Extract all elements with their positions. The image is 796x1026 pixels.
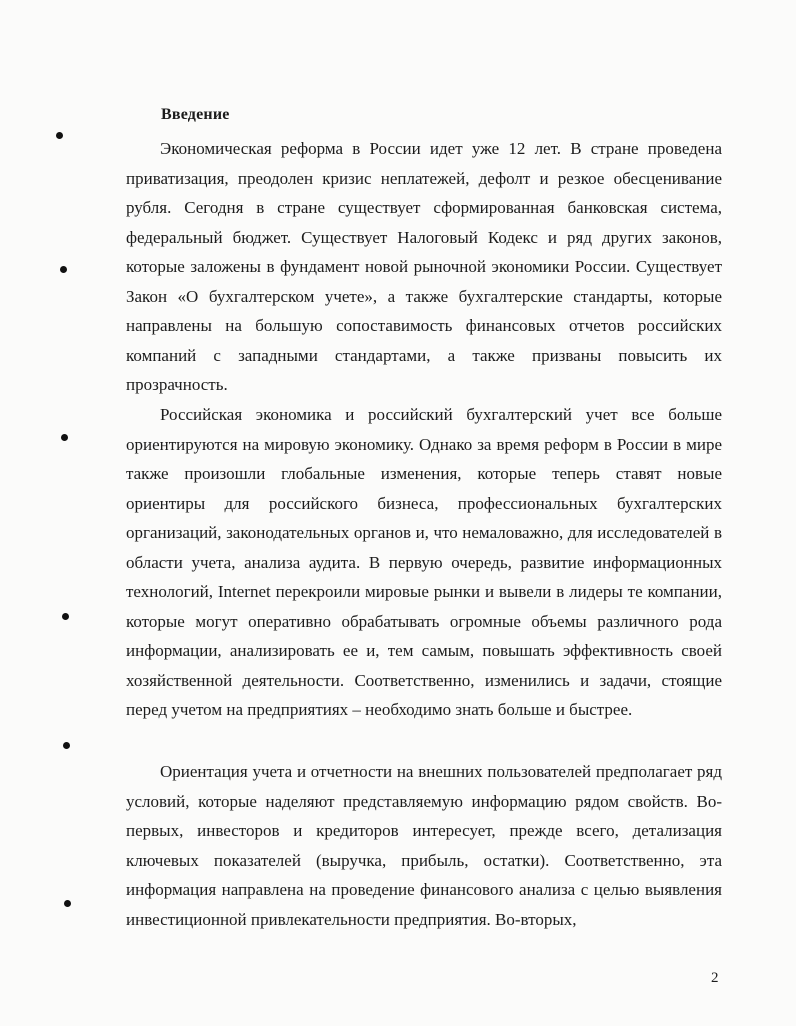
binding-hole-mark <box>61 434 68 441</box>
paragraph-3: Ориентация учета и отчетности на внешних пользователей предполагает ряд условий, которые наделяют представляемую информацию рядом свойств. Во-первых, инвесторов и кредиторов интересует, прежде всего, детализация ключевых показателей (выручка, прибыль, остатки). Соответственно, эта информация направлена на проведение финансового анализа с целью выявления инвестиционной привлекательности предприятия. Во-вторых, <box>126 762 722 929</box>
binding-hole-mark <box>63 742 70 749</box>
binding-hole-mark <box>60 266 67 273</box>
page-number: 2 <box>711 970 719 986</box>
paragraph-1: Экономическая реформа в России идет уже 12 лет. В стране проведена приватизация, преодолен кризис неплатежей, дефолт и резкое обесценивание рубля. Сегодня в стране существует сформированная банковская система, федеральный бюджет. Существует Налоговый Кодекс и ряд других законов, которые заложены в фундамент новой рыночной экономики России. Существует Закон «О бухгалтерском учете», а также бухгалтерские стандарты, которые направлены на большую сопоставимость финансовых отчетов российских компаний с западными стандартами, а также призваны повысить их прозрачность. <box>126 139 722 394</box>
binding-hole-mark <box>56 132 63 139</box>
section-heading: Введение <box>161 106 230 123</box>
binding-hole-mark <box>64 900 71 907</box>
paragraph-2: Российская экономика и российский бухгалтерский учет все больше ориентируются на мировую экономику. Однако за время реформ в России в мире также произошли глобальные изменения, которые теперь ставят новые ориентиры для российского бизнеса, профессиональных бухгалтерских организаций, законодательных органов и, что немаловажно, для исследователей в области учета, анализа аудита. В первую очередь, развитие информационных технологий, Internet перекроили мировые рынки и вывели в лидеры те компании, которые могут оперативно обрабатывать огромные объемы различного рода информации, анализировать ее и, тем самым, повышать эффективность своей хозяйственной деятельности. Соответственно, изменились и задачи, стоящие перед учетом на предприятиях – необходимо знать больше и быстрее. <box>126 405 722 719</box>
binding-hole-mark <box>62 613 69 620</box>
